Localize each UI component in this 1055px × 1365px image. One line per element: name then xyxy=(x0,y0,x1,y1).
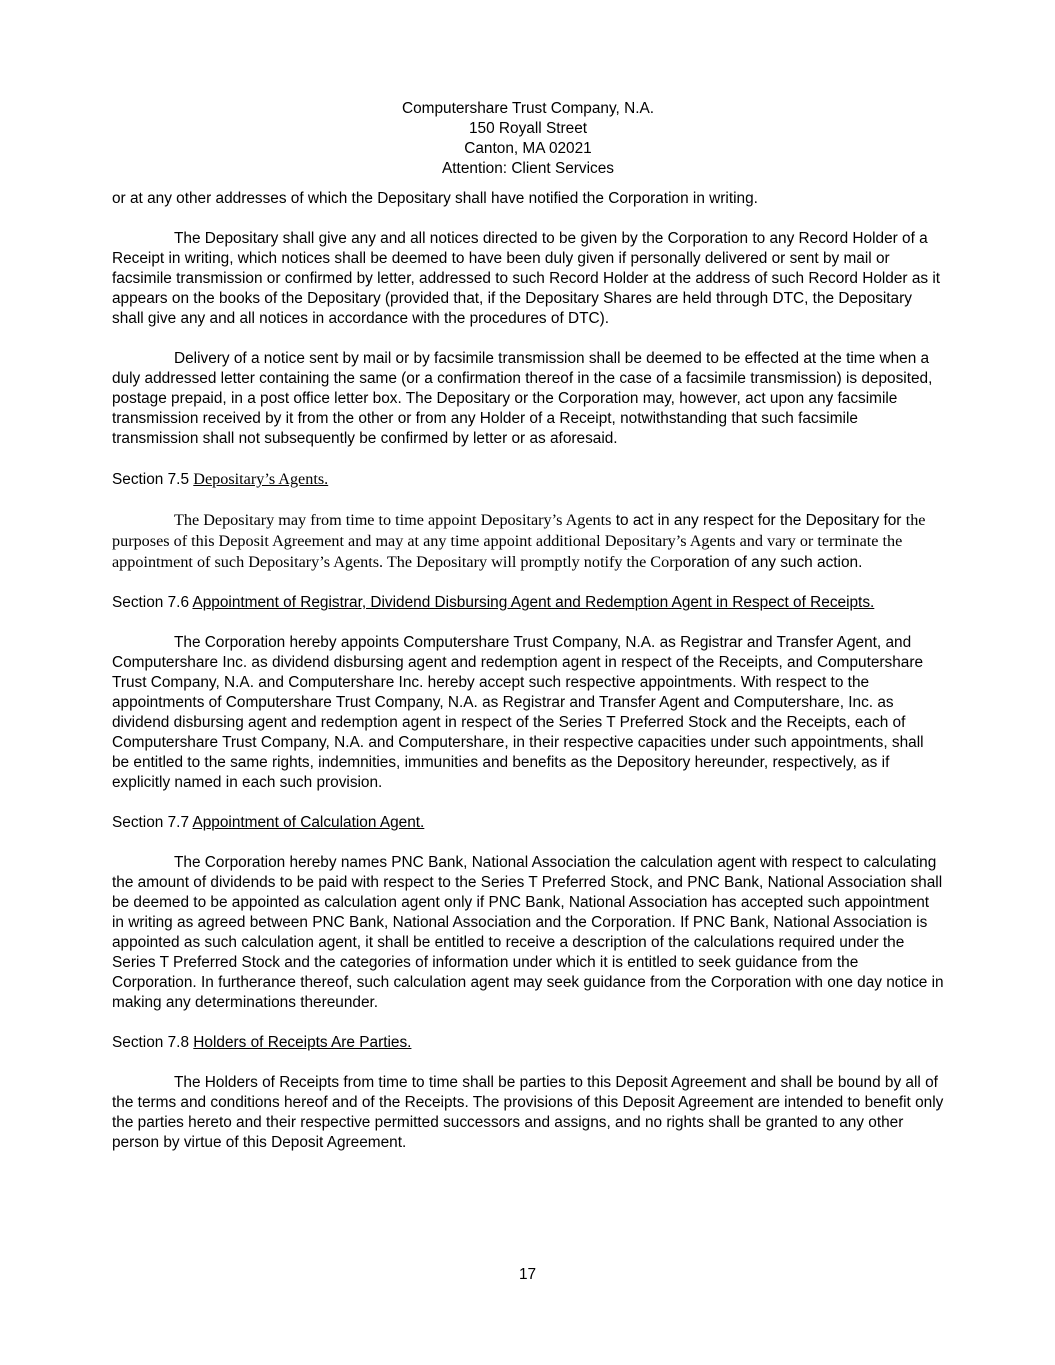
section-7-5-body xyxy=(112,510,944,573)
section-title: Appointment of Calculation Agent. xyxy=(192,814,425,831)
section-title: Holders of Receipts Are Parties. xyxy=(193,1034,412,1051)
body-text-serif: The Depositary may from time to time appoint Depositary’s Agents xyxy=(174,511,612,529)
section-7-5-heading xyxy=(112,469,944,490)
address-line-attention: Attention: Client Services xyxy=(442,160,614,177)
intro-paragraph: or at any other addresses of which the Depositary shall have notified the Corporation in writing. xyxy=(112,190,758,207)
section-number: Section 7.8 xyxy=(112,1034,190,1051)
section-number: Section 7.7 xyxy=(112,814,190,831)
section-number: Section 7.5 xyxy=(112,471,190,488)
section-title: Appointment of Registrar, Dividend Disbursing Agent and Redemption Agent in Respect of Receipts. xyxy=(192,594,875,611)
address-line-company: Computershare Trust Company, N.A. xyxy=(401,100,655,117)
body-text: to act in any respect for the Depositary for xyxy=(611,512,906,529)
body-text: oration of any such action. xyxy=(682,554,863,571)
section-7-6-body: The Corporation hereby appoints Computershare Trust Company, N.A. as Registrar and Transfer Agent, and Computershare Inc. as dividend disbursing agent and redemption agent in respect of the Receipts, and Computershare Trust Company, N.A. and Computershare Inc. hereby accept such respective appointments. With respect to the appointments of Computershare Trust Company, N.A. as Registrar and Transfer Agent and Computershare, Inc. as dividend disbursing agent and redemption agent in respect of the Series T Preferred Stock and the Receipts, each of Computershare Trust Company, N.A. and Computershare, in their respective capacities under such appointments, shall be entitled to the same rights, indemnities, immunities and benefits as the Depository hereunder, respectively, as if explicitly named in each such provision. xyxy=(112,634,924,791)
address-block xyxy=(112,99,944,179)
section-number: Section 7.6 xyxy=(112,594,190,611)
section-7-8-body: The Holders of Receipts from time to time shall be parties to this Deposit Agreement and shall be bound by all of the terms and conditions hereof and of the Receipts. The provisions of this Deposit Agreement are intended to benefit only the parties hereto and their respective permitted successors and assigns, and no rights shall be granted to any other person by virtue of this Deposit Agreement. xyxy=(112,1074,944,1151)
section-7-6-heading xyxy=(112,593,944,613)
section-7-7-body: The Corporation hereby names PNC Bank, National Association the calculation agent with respect to calculating the amount of dividends to be paid with respect to the Series T Preferred Stock, and PNC Bank, National Association shall be deemed to be appointed as calculation agent only if PNC Bank, National Association has accepted such appointment in writing as agreed between PNC Bank, National Association and the Corporation. If PNC Bank, National Association is appointed as such calculation agent, it shall be entitled to receive a description of the calculations required under the Series T Preferred Stock and the categories of information under which it is entitled to seek guidance from the Corporation. In furtherance thereof, such calculation agent may seek guidance from the Corporation with one day notice in making any determinations thereunder. xyxy=(112,854,944,1011)
body-text-serif: the purposes of this Deposit Agreement and may at any time appoint additional Depositary’s Agents and vary or terminate the appointment of such Depositary’s Agents. The Depositary will promptly notify the Corp xyxy=(112,511,926,571)
page-number: 17 xyxy=(518,1266,537,1283)
notices-paragraph-2: Delivery of a notice sent by mail or by facsimile transmission shall be deemed to be effected at the time when a duly addressed letter containing the same (or a confirmation thereof in the case of a facsimile transmission) is deposited, postage prepaid, in a post office letter box. The Depositary or the Corporation may, however, act upon any facsimile transmission received by it from the other or from any Holder of a Receipt, notwithstanding that such facsimile transmission shall not subsequently be confirmed by letter or as aforesaid. xyxy=(112,350,933,447)
address-line-city: Canton, MA 02021 xyxy=(464,140,592,157)
section-7-7-heading xyxy=(112,813,944,833)
section-title: Depositary’s Agents. xyxy=(193,470,329,488)
address-line-street: 150 Royall Street xyxy=(468,120,588,137)
notices-paragraph-1: The Depositary shall give any and all notices directed to be given by the Corporation to any Record Holder of a Receipt in writing, which notices shall be deemed to have been duly given if personally delivered or sent by mail or facsimile transmission or confirmed by letter, addressed to such Record Holder at the address of such Record Holder as it appears on the books of the Depositary (provided that, if the Depositary Shares are held through DTC, the Depositary shall give any and all notices in accordance with the procedures of DTC). xyxy=(112,230,941,327)
document-page xyxy=(112,99,944,1153)
section-7-8-heading xyxy=(112,1033,944,1053)
